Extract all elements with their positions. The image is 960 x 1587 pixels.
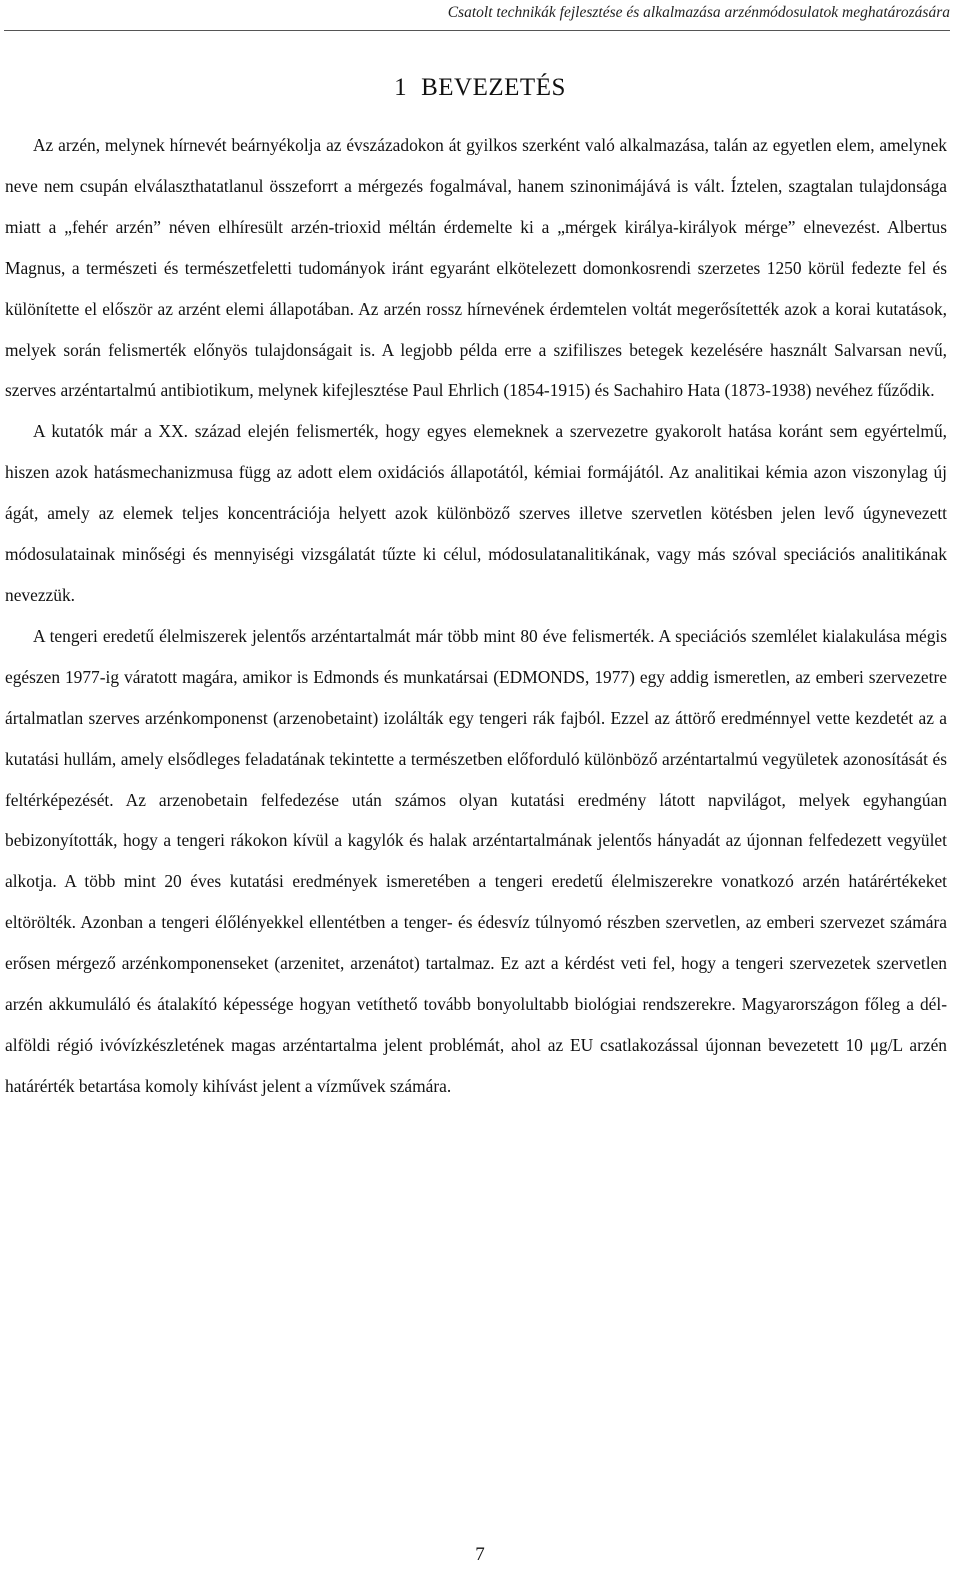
header-rule <box>4 30 950 31</box>
paragraph: A kutatók már a XX. század elején felismerték, hogy egyes elemeknek a szervezetre gyakorolt hatása koránt sem egyértelmű, hiszen azok hatásmechanizmusa függ az adott elem oxidációs állapotától, kémiai formájától. Az analitikai kémia azon viszonylag új ágát, amely az elemek teljes koncentrációja helyett azok különböző szerves illetve szervetlen kötésben jelen levő úgynevezett módosulatainak minőségi és mennyiségi vizsgálatát tűzte ki célul, módosulatanalitikának, vagy más szóval speciációs analitikának nevezzük. <box>5 421 947 605</box>
section-heading: BEVEZETÉS <box>421 74 566 101</box>
page-number: 7 <box>475 1544 485 1565</box>
running-header: Csatolt technikák fejlesztése és alkalmazása arzénmódosulatok meghatározására <box>447 4 950 21</box>
paragraph: Az arzén, melynek hírnevét beárnyékolja az évszázadokon át gyilkos szerként való alkalmazása, talán az egyetlen elem, amelynek neve nem csupán elválaszthatatlanul összeforrt a mérgezés fogalmával, hanem szinonimájává is vált. Íztelen, szagtalan tulajdonsága miatt a „fehér arzén” néven elhíresült arzén-trioxid méltán érdemelte ki a „mérgek királya-királyok mérge” elnevezést. Albertus Magnus, a természeti és természetfeletti tudományok iránt egyaránt elkötelezett domonkosrendi szerzetes 1250 körül fedezte fel és különítette el először az arzént elemi állapotában. Az arzén rossz hírnevének érdemtelen voltát megerősítették azok a korai kutatások, melyek során felismerték előnyös tulajdonságait is. A legjobb példa erre a szifiliszes betegek kezelésére használt Salvarsan nevű, szerves arzéntartalmú antibiotikum, melynek kifejlesztése Paul Ehrlich (1854-1915) és Sachahiro Hata (1873-1938) nevéhez fűződik. <box>5 135 947 401</box>
section-number: 1 <box>394 74 408 101</box>
section-title <box>0 74 960 102</box>
body-text <box>5 125 947 1107</box>
paragraph: A tengeri eredetű élelmiszerek jelentős arzéntartalmát már több mint 80 éve felismerték. A speciációs szemlélet kialakulása mégis egészen 1977-ig váratott magára, amikor is Edmonds és munkatársai (EDMONDS, 1977) egy addig ismeretlen, az emberi szervezetre ártalmatlan szerves arzénkomponenst (arzenobetaint) izolálták egy tengeri rák fajból. Ezzel az áttörő eredménnyel vette kezdetét az a kutatási hullám, amely elsődleges feladatának tekintette a természetben előforduló különböző arzéntartalmú vegyületek azonosítását és feltérképezését. Az arzenobetain felfedezése után számos olyan kutatási eredmény látott napvilágot, melyek egyhangúan bebizonyították, hogy a tengeri rákokon kívül a kagylók és halak arzéntartalmának jelentős hányadát az újonnan felfedezett vegyület alkotja. A több mint 20 éves kutatási eredmények ismeretében a tengeri eredetű élelmiszerekre vonatkozó arzén határértékeket eltörölték. Azonban a tengeri élőlényekkel ellentétben a tenger- és édesvíz túlnyomó részben szervetlen, az emberi szervezet számára erősen mérgező arzénkomponenseket (arzenitet, arzenátot) tartalmaz. Ez azt a kérdést veti fel, hogy a tengeri szervezetek szervetlen arzén akkumuláló és átalakító képessége hogyan vetíthető tovább bonyolultabb biológiai rendszerekre. Magyarországon főleg a dél-alföldi régió ivóvízkészletének magas arzéntartalma jelent problémát, ahol az EU csatlakozással újonnan bevezetett 10 μg/L arzén határérték betartása komoly kihívást jelent a vízművek számára. <box>5 625 947 1096</box>
